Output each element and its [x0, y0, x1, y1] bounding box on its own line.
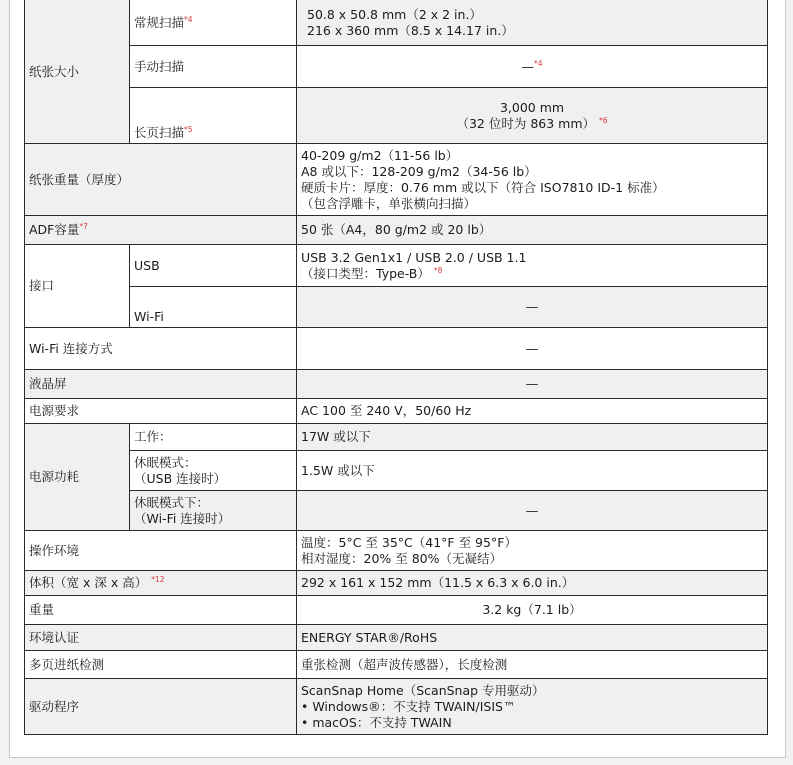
power-requirement-value: AC 100 至 240 V，50/60 Hz	[297, 399, 768, 424]
driver-value: ScanSnap Home（ScanSnap 专用驱动） • Windows®：不支持 TWAIN/ISIS™ • macOS：不支持 TWAIN	[297, 679, 768, 735]
certification-label: 环境认证	[25, 625, 297, 651]
paper-size-label: 纸张大小	[25, 0, 130, 144]
row-lcd	[25, 370, 768, 399]
sleep-usb-value: 1.5W 或以下	[297, 451, 768, 491]
footnote-mark: *12	[151, 574, 165, 584]
manual-scan-label: 手动扫描	[130, 46, 297, 88]
row-paper-weight	[25, 144, 768, 216]
paper-weight-value: 40-209 g/m2（11-56 lb） A8 或以下：128-209 g/m2（34-56 lb） 硬质卡片：厚度：0.76 mm 或以下（符合 ISO7810 ID-1 标准） （包含浮雕卡，单张横向扫描）	[297, 144, 768, 216]
row-dimensions	[25, 571, 768, 596]
row-power-operating	[25, 424, 768, 451]
dimensions-label: 体积（宽 x 深 x 高） $^{*12}$	[25, 571, 297, 596]
footnote-mark: *5	[184, 124, 193, 134]
row-certification	[25, 625, 768, 651]
row-multifeed	[25, 651, 768, 679]
multifeed-label: 多页进纸检测	[25, 651, 297, 679]
sleep-wifi-label: 休眠模式下： （Wi-Fi 连接时）	[130, 491, 297, 531]
adf-value: 50 张（A4，80 g/m2 或 20 lb）	[297, 216, 768, 245]
sleep-wifi-value: —	[297, 491, 768, 531]
adf-label: ADF容量$^{*7}$	[25, 216, 297, 245]
interface-label: 接口	[25, 245, 130, 328]
wifi-method-value: —	[297, 328, 768, 370]
long-scan-label: 长页扫描$^{*5}$	[130, 88, 297, 144]
footnote-mark: *8	[433, 265, 443, 275]
row-weight	[25, 596, 768, 625]
wifi-value: —	[297, 287, 768, 328]
certification-value: ENERGY STAR®/RoHS	[297, 625, 768, 651]
driver-label: 驱动程序	[25, 679, 297, 735]
wifi-label: Wi-Fi	[130, 287, 297, 328]
row-power-sleep-wifi	[25, 491, 768, 531]
row-paper-size-manual	[25, 46, 768, 88]
weight-value: 3.2 kg（7.1 lb）	[297, 596, 768, 625]
row-paper-size-long	[25, 88, 768, 144]
row-interface-usb	[25, 245, 768, 287]
row-adf	[25, 216, 768, 245]
footnote-mark: *4	[533, 58, 543, 68]
lcd-label: 液晶屏	[25, 370, 297, 399]
operating-label: 工作：	[130, 424, 297, 451]
row-environment	[25, 531, 768, 571]
row-wifi-method	[25, 328, 768, 370]
row-power-requirement	[25, 399, 768, 424]
operating-value: 17W 或以下	[297, 424, 768, 451]
footnote-mark: *7	[79, 221, 88, 231]
manual-scan-value: —$^{*4}$	[297, 46, 768, 88]
paper-weight-label: 纸张重量（厚度）	[25, 144, 297, 216]
long-scan-value: 3,000 mm （32 位时为 863 mm） $^{*6}$	[297, 88, 768, 144]
weight-label: 重量	[25, 596, 297, 625]
spec-table	[24, 0, 768, 735]
dimensions-value: 292 x 161 x 152 mm（11.5 x 6.3 x 6.0 in.）	[297, 571, 768, 596]
usb-label: USB	[130, 245, 297, 287]
row-power-sleep-usb	[25, 451, 768, 491]
row-paper-size-normal	[25, 0, 768, 46]
normal-scan-value: 50.8 x 50.8 mm（2 x 2 in.） 216 x 360 mm（8.5 x 14.17 in.）	[297, 0, 768, 46]
footnote-mark: *6	[599, 115, 608, 125]
multifeed-value: 重张检测（超声波传感器），长度检测	[297, 651, 768, 679]
row-driver	[25, 679, 768, 735]
power-requirement-label: 电源要求	[25, 399, 297, 424]
environment-label: 操作环境	[25, 531, 297, 571]
environment-value: 温度：5°C 至 35°C（41°F 至 95°F） 相对湿度：20% 至 80%（无凝结）	[297, 531, 768, 571]
sleep-usb-label: 休眠模式： （USB 连接时）	[130, 451, 297, 491]
lcd-value: —	[297, 370, 768, 399]
wifi-method-label: Wi-Fi 连接方式	[25, 328, 297, 370]
footnote-mark: *4	[184, 14, 193, 24]
power-consumption-label: 电源功耗	[25, 424, 130, 531]
normal-scan-label: 常规扫描$^{*4}$	[130, 0, 297, 46]
usb-value: USB 3.2 Gen1x1 / USB 2.0 / USB 1.1 （接口类型：Type-B） $^{*8}$	[297, 245, 768, 287]
row-interface-wifi	[25, 287, 768, 328]
